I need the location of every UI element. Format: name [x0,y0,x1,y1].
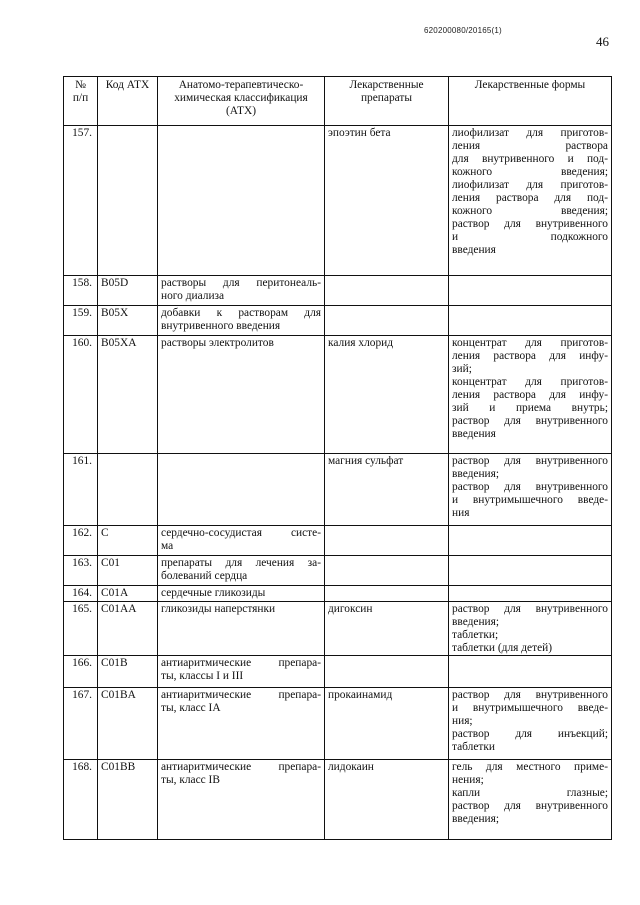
atc-classification [158,276,325,306]
dosage-forms [449,586,612,602]
dosage-forms [449,602,612,656]
cell-text-line: таблетки; [452,629,499,641]
dosage-forms [449,656,612,688]
cell-text-line: ты, класс IB [161,774,220,786]
cell-text-line: нения; [452,774,484,786]
row-number: 164. [64,586,98,602]
cell-text-line: ления раствора для инфу- [452,389,608,401]
cell-text-line: и внутримышечного введе- [452,494,608,506]
cell-text-line: кожного введения; [452,205,608,217]
atc-code [98,126,158,276]
cell-text-line: внутривенного введения [161,320,281,332]
cell-text-line: введения; [452,616,500,628]
drug-name: лидокаин [325,760,449,840]
atc-classification [158,688,325,760]
header-atc-classification [158,77,325,126]
header-atc-code [98,77,158,126]
table-row [64,336,612,454]
cell-text-line: антиаритмические препара- [161,657,321,669]
cell-text-line: раствор для внутривенного [452,800,608,812]
dosage-forms [449,126,612,276]
cell-text-line: концентрат для приготов- [452,376,608,388]
drug-name: дигоксин [325,602,449,656]
drug-name [325,526,449,556]
drug-name [325,556,449,586]
table-row [64,760,612,840]
row-number: 163. [64,556,98,586]
table-row [64,306,612,336]
cell-text-line: Лекарственные [349,79,424,91]
cell-text-line: п/п [72,92,89,104]
table-row [64,556,612,586]
row-number: 161. [64,454,98,526]
atc-classification [158,556,325,586]
table-row [64,656,612,688]
row-number: 162. [64,526,98,556]
cell-text-line: зий; [452,363,472,375]
cell-text-line: и внутримышечного введе- [452,702,608,714]
cell-text-line: болеваний сердца [161,570,248,582]
atc-code: B05X [98,306,158,336]
cell-text-line: ты, класс IA [161,702,221,714]
table-row [64,276,612,306]
drug-name [325,586,449,602]
cell-text-line: добавки к растворам для [161,307,321,319]
row-number: 157. [64,126,98,276]
atc-classification [158,760,325,840]
row-number: 167. [64,688,98,760]
drug-name: прокаинамид [325,688,449,760]
cell-text-line: № [75,79,86,91]
cell-text-line: ма [161,540,174,552]
cell-text-line: введения [452,244,496,256]
cell-text-line: растворы для перитонеаль- [161,277,321,289]
page-number: 46 [596,34,609,49]
cell-text-line: ления раствора для инфу- [452,350,608,362]
cell-text-line: для внутривенного и под- [452,153,608,165]
cell-text-line: ты, классы I и III [161,670,244,682]
table-row [64,602,612,656]
dosage-forms [449,688,612,760]
cell-text-line: лиофилизат для приготов- [452,179,608,191]
cell-text-line: ления раствора [452,140,608,152]
dosage-forms [449,306,612,336]
cell-text-line: раствор для внутривенного [452,481,608,493]
cell-text-line: сердечные гликозиды [161,587,266,599]
cell-text-line: раствор для внутривенного [452,603,608,615]
cell-text-line: гликозиды наперстянки [161,603,276,615]
cell-text-line: введения; [452,468,500,480]
drug-name: эпоэтин бета [325,126,449,276]
cell-text-line: капли глазные; [452,787,608,799]
dosage-forms [449,276,612,306]
cell-text-line: гель для местного приме- [452,761,608,773]
table-body [64,126,612,840]
cell-text-line: введения [452,428,496,440]
table-row [64,586,612,602]
cell-text-line: раствор для внутривенного [452,689,608,701]
row-number: 166. [64,656,98,688]
cell-text-line: таблетки [452,741,496,753]
atc-classification [158,454,325,526]
atc-code: B05XA [98,336,158,454]
cell-text-line: раствор для внутривенного [452,218,608,230]
atc-classification [158,602,325,656]
cell-text-line: ния; [452,715,473,727]
cell-text-line: растворы электролитов [161,337,274,349]
cell-text-line: Лекарственные формы [474,79,586,91]
atc-code: C01A [98,586,158,602]
cell-text-line: концентрат для приготов- [452,337,608,349]
cell-text-line: зий и приема внутрь; [452,402,608,414]
cell-text-line: Анатомо-терапевтическо- [178,79,304,91]
dosage-forms [449,556,612,586]
atc-classification [158,656,325,688]
header-drugs [325,77,449,126]
dosage-forms [449,526,612,556]
cell-text-line: таблетки (для детей) [452,642,553,654]
drug-name [325,306,449,336]
atc-code: C [98,526,158,556]
header-dosage-forms [449,77,612,126]
atc-code: C01AA [98,602,158,656]
cell-text-line: ния [452,507,470,519]
cell-text-line: раствор для внутривенного [452,415,608,427]
cell-text-line: введения; [452,813,500,825]
cell-text-line: антиаритмические препара- [161,761,321,773]
row-number: 159. [64,306,98,336]
dosage-forms [449,336,612,454]
drug-name: магния сульфат [325,454,449,526]
cell-text-line: сердечно-сосудистая систе- [161,527,321,539]
table-row [64,526,612,556]
drug-name: калия хлорид [325,336,449,454]
atc-code: C01B [98,656,158,688]
atc-code: C01BA [98,688,158,760]
table-row [64,688,612,760]
drug-name [325,656,449,688]
atc-classification [158,336,325,454]
cell-text-line: химическая классификация [174,92,308,104]
cell-text-line: лиофилизат для приготов- [452,127,608,139]
atc-code: B05D [98,276,158,306]
row-number: 165. [64,602,98,656]
table-row [64,454,612,526]
cell-text-line: раствор для внутривенного [452,455,608,467]
atc-classification [158,126,325,276]
cell-text-line: раствор для инъекций; [452,728,608,740]
atc-classification [158,526,325,556]
cell-text-line: кожного введения; [452,166,608,178]
atc-code [98,454,158,526]
cell-text-line: и подкожного [452,231,608,243]
cell-text-line: препараты [360,92,413,104]
table-row [64,126,612,276]
atc-classification [158,586,325,602]
atc-code: C01 [98,556,158,586]
drug-name [325,276,449,306]
dosage-forms [449,454,612,526]
cell-text-line: ного диализа [161,290,225,302]
row-number: 158. [64,276,98,306]
cell-text-line: ления раствора для под- [452,192,608,204]
cell-text-line: препараты для лечения за- [161,557,321,569]
table-header-row [64,77,612,126]
dosage-forms [449,760,612,840]
cell-text-line: антиаритмические препара- [161,689,321,701]
drug-classification-table [63,76,612,840]
document-code: 620200080/20165(1) [424,26,502,35]
atc-classification [158,306,325,336]
atc-code: C01BB [98,760,158,840]
row-number: 168. [64,760,98,840]
row-number: 160. [64,336,98,454]
cell-text-line: Код АТХ [105,79,150,91]
cell-text-line: (АТХ) [226,105,256,117]
header-num [64,77,98,126]
